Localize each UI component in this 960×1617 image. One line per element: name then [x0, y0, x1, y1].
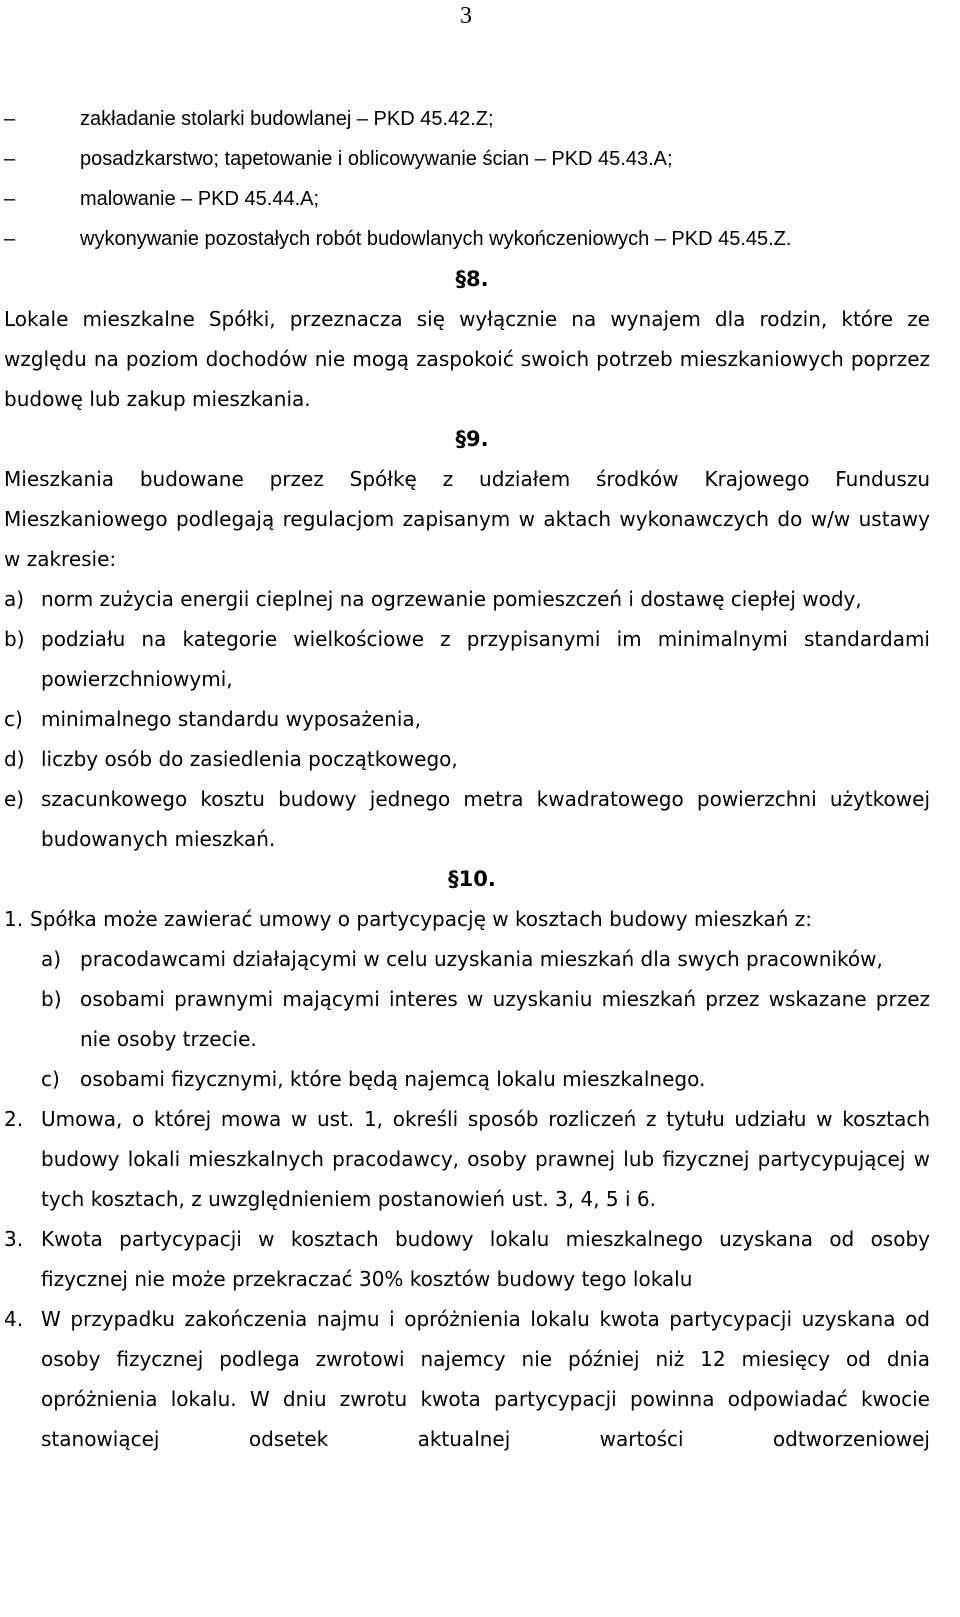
- section-8-text: Lokale mieszkalne Spółki, przeznacza się wyłącznie na wynajem dla rodzin, które ze względu na poziom dochodów nie mogą zaspokoić swoich potrzeb mieszkaniowych poprzez budowę lub zakup mieszkania.: [4, 307, 930, 411]
- item-marker: 1.: [4, 907, 24, 931]
- item-marker: a): [4, 587, 25, 611]
- dash-bullet: –: [4, 148, 16, 170]
- list-item: [4, 1299, 930, 1459]
- item-text: pracodawcami działającymi w celu uzyskania mieszkań dla swych pracowników,: [80, 947, 883, 971]
- item-text: norm zużycia energii cieplnej na ogrzewanie pomieszczeń i dostawę ciepłej wody,: [41, 587, 862, 611]
- item-text: szacunkowego kosztu budowy jednego metra kwadratowego powierzchni użytkowej budowanych mieszkań.: [41, 787, 930, 851]
- item-marker: c): [41, 1067, 60, 1091]
- item-text: osobami prawnymi mającymi interes w uzyskaniu mieszkań przez wskazane przez nie osoby trzecie.: [80, 987, 930, 1051]
- dash-bullet: –: [4, 108, 16, 130]
- item-text: podziału na kategorie wielkościowe z przypisanymi im minimalnymi standardami powierzchniowymi,: [41, 627, 930, 691]
- item-text: liczby osób do zasiedlenia początkowego,: [41, 747, 458, 771]
- item-marker: d): [4, 747, 25, 771]
- item-text: Spółka może zawierać umowy o partycypację w kosztach budowy mieszkań z:: [30, 907, 812, 931]
- item-marker: b): [4, 627, 25, 651]
- list-item: [4, 139, 930, 179]
- item-marker: e): [4, 787, 25, 811]
- sub-list-item: [4, 979, 930, 1059]
- section-9-heading: §9.: [455, 427, 489, 451]
- document-body: [4, 99, 930, 1459]
- section-9-list: [4, 579, 930, 859]
- list-item: [4, 1099, 930, 1219]
- page-number: 3: [460, 3, 472, 29]
- dash-bullet: –: [4, 188, 16, 210]
- section-9-intro: Mieszkania budowane przez Spółkę z udziałem środków Krajowego Funduszu Mieszkaniowego podlegają regulacjom zapisanym w aktach wykonawczych do w/w ustawy w zakresie:: [4, 467, 930, 571]
- list-item: [4, 579, 930, 619]
- item-marker: 3.: [4, 1227, 24, 1251]
- item-marker: 4.: [4, 1307, 24, 1331]
- list-item: [4, 179, 930, 219]
- item-text: minimalnego standardu wyposażenia,: [41, 707, 422, 731]
- sub-list-item: [4, 939, 930, 979]
- list-item: [4, 739, 930, 779]
- list-item: [4, 779, 930, 859]
- list-item: [4, 699, 930, 739]
- list-item: [4, 99, 930, 139]
- sub-list-item: [4, 1059, 930, 1099]
- section-10-list: [4, 899, 930, 1459]
- list-item: [4, 1219, 930, 1299]
- item-text: osobami fizycznymi, które będą najemcą lokalu mieszkalnego.: [80, 1067, 706, 1091]
- item-text: Umowa, o której mowa w ust. 1, określi sposób rozliczeń z tytułu udziału w kosztach budowy lokali mieszkalnych pracodawcy, osoby prawnej lub fizycznej partycypującej w tych kosztach, z uwzględnieniem postanowień ust. 3, 4, 5 i 6.: [41, 1107, 930, 1211]
- list-item: [4, 619, 930, 699]
- list-item-text: malowanie – PKD 45.44.A;: [80, 188, 320, 210]
- dash-bullet: –: [4, 228, 16, 250]
- item-marker: 2.: [4, 1107, 24, 1131]
- section-10-heading: §10.: [448, 867, 496, 891]
- item-marker: c): [4, 707, 23, 731]
- list-item-text: zakładanie stolarki budowlanej – PKD 45.42.Z;: [80, 108, 494, 130]
- item-marker: a): [41, 947, 62, 971]
- item-text: W przypadku zakończenia najmu i opróżnienia lokalu kwota partycypacji uzyskana od osoby fizycznej podlega zwrotowi najemcy nie później niż 12 miesięcy od dnia opróżnienia lokalu. W dniu zwrotu kwota partycypacji powinna odpowiadać kwocie stanowiącej odsetek aktualnej wartości odtworzeniowej: [41, 1307, 930, 1451]
- section-8-heading: §8.: [455, 267, 489, 291]
- list-item: [4, 899, 930, 939]
- list-item-text: posadzkarstwo; tapetowanie i oblicowywanie ścian – PKD 45.43.A;: [80, 148, 673, 170]
- list-item: [4, 219, 930, 259]
- item-text: Kwota partycypacji w kosztach budowy lokalu mieszkalnego uzyskana od osoby fizycznej nie może przekraczać 30% kosztów budowy tego lokalu: [41, 1227, 930, 1291]
- list-item-text: wykonywanie pozostałych robót budowlanych wykończeniowych – PKD 45.45.Z.: [80, 228, 792, 250]
- item-marker: b): [41, 987, 62, 1011]
- pkd-dash-list: [4, 99, 930, 259]
